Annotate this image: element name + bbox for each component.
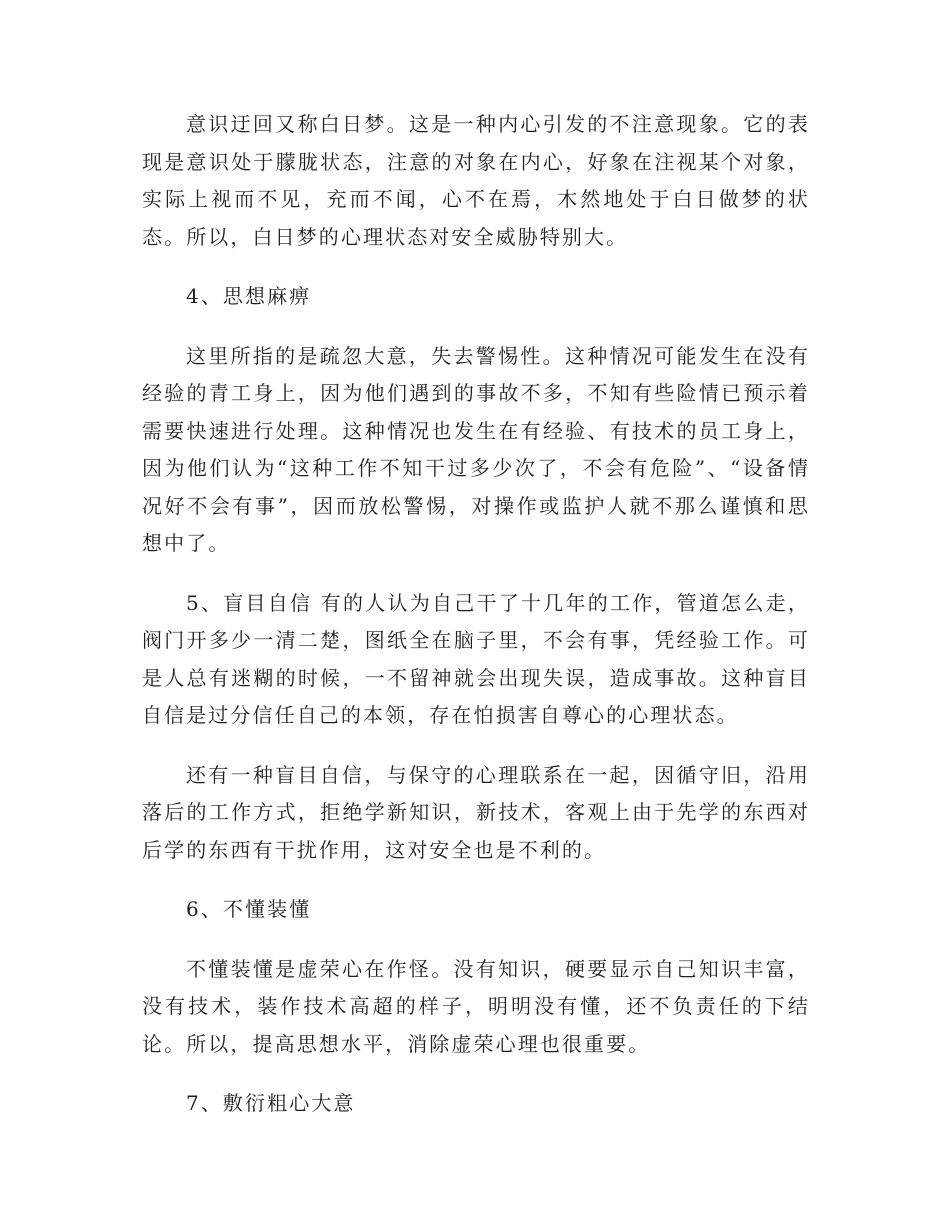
paragraph-conservatism: 还有一种盲目自信，与保守的心理联系在一起，因循守旧，沿用落后的工作方式，拒绝学新知识，新技术，客观上由于先学的东西对后学的东西有干扰作用，这对安全也是不利的。	[142, 762, 810, 862]
section-heading-4: 4、思想麻痹	[186, 284, 312, 308]
paragraph-carelessness: 这里所指的是疏忽大意，失去警惕性。这种情况可能发生在没有经验的青工身上，因为他们遇到的事故不多，不知有些险情已预示着需要快速进行处理。这种情况也发生在有经验、有技术的员工身上，因为他们认为“这种工作不知干过多少次了，不会有危险”、“设备情况好不会有事”，因而放松警惕，对操作或监护人就不那么谨慎和思想中了。	[142, 343, 810, 555]
section-heading-7: 7、敷衍粗心大意	[186, 1091, 356, 1115]
section-heading-6: 6、不懂装懂	[186, 897, 312, 921]
paragraph-pretending: 不懂装懂是虚荣心在作怪。没有知识，硬要显示自己知识丰富，没有技术，装作技术高超的样子，明明没有懂，还不负责任的下结论。所以，提高思想水平，消除虚荣心理也很重要。	[142, 956, 810, 1056]
paragraph-daydream: 意识迂回又称白日梦。这是一种内心引发的不注意现象。它的表现是意识处于朦胧状态，注意的对象在内心，好象在注视某个对象，实际上视而不见，充而不闻，心不在焉，木然地处于白日做梦的状态。所以，白日梦的心理状态对安全威胁特别大。	[142, 112, 810, 249]
paragraph-blind-confidence: 5、盲目自信 有的人认为自己干了十几年的工作，管道怎么走，阀门开多少一清二楚，图纸全在脑子里，不会有事，凭经验工作。可是人总有迷糊的时候，一不留神就会出现失误，造成事故。这种盲目自信是过分信任自己的本领，存在怕损害自尊心的心理状态。	[142, 590, 810, 727]
document-body	[142, 106, 810, 1145]
